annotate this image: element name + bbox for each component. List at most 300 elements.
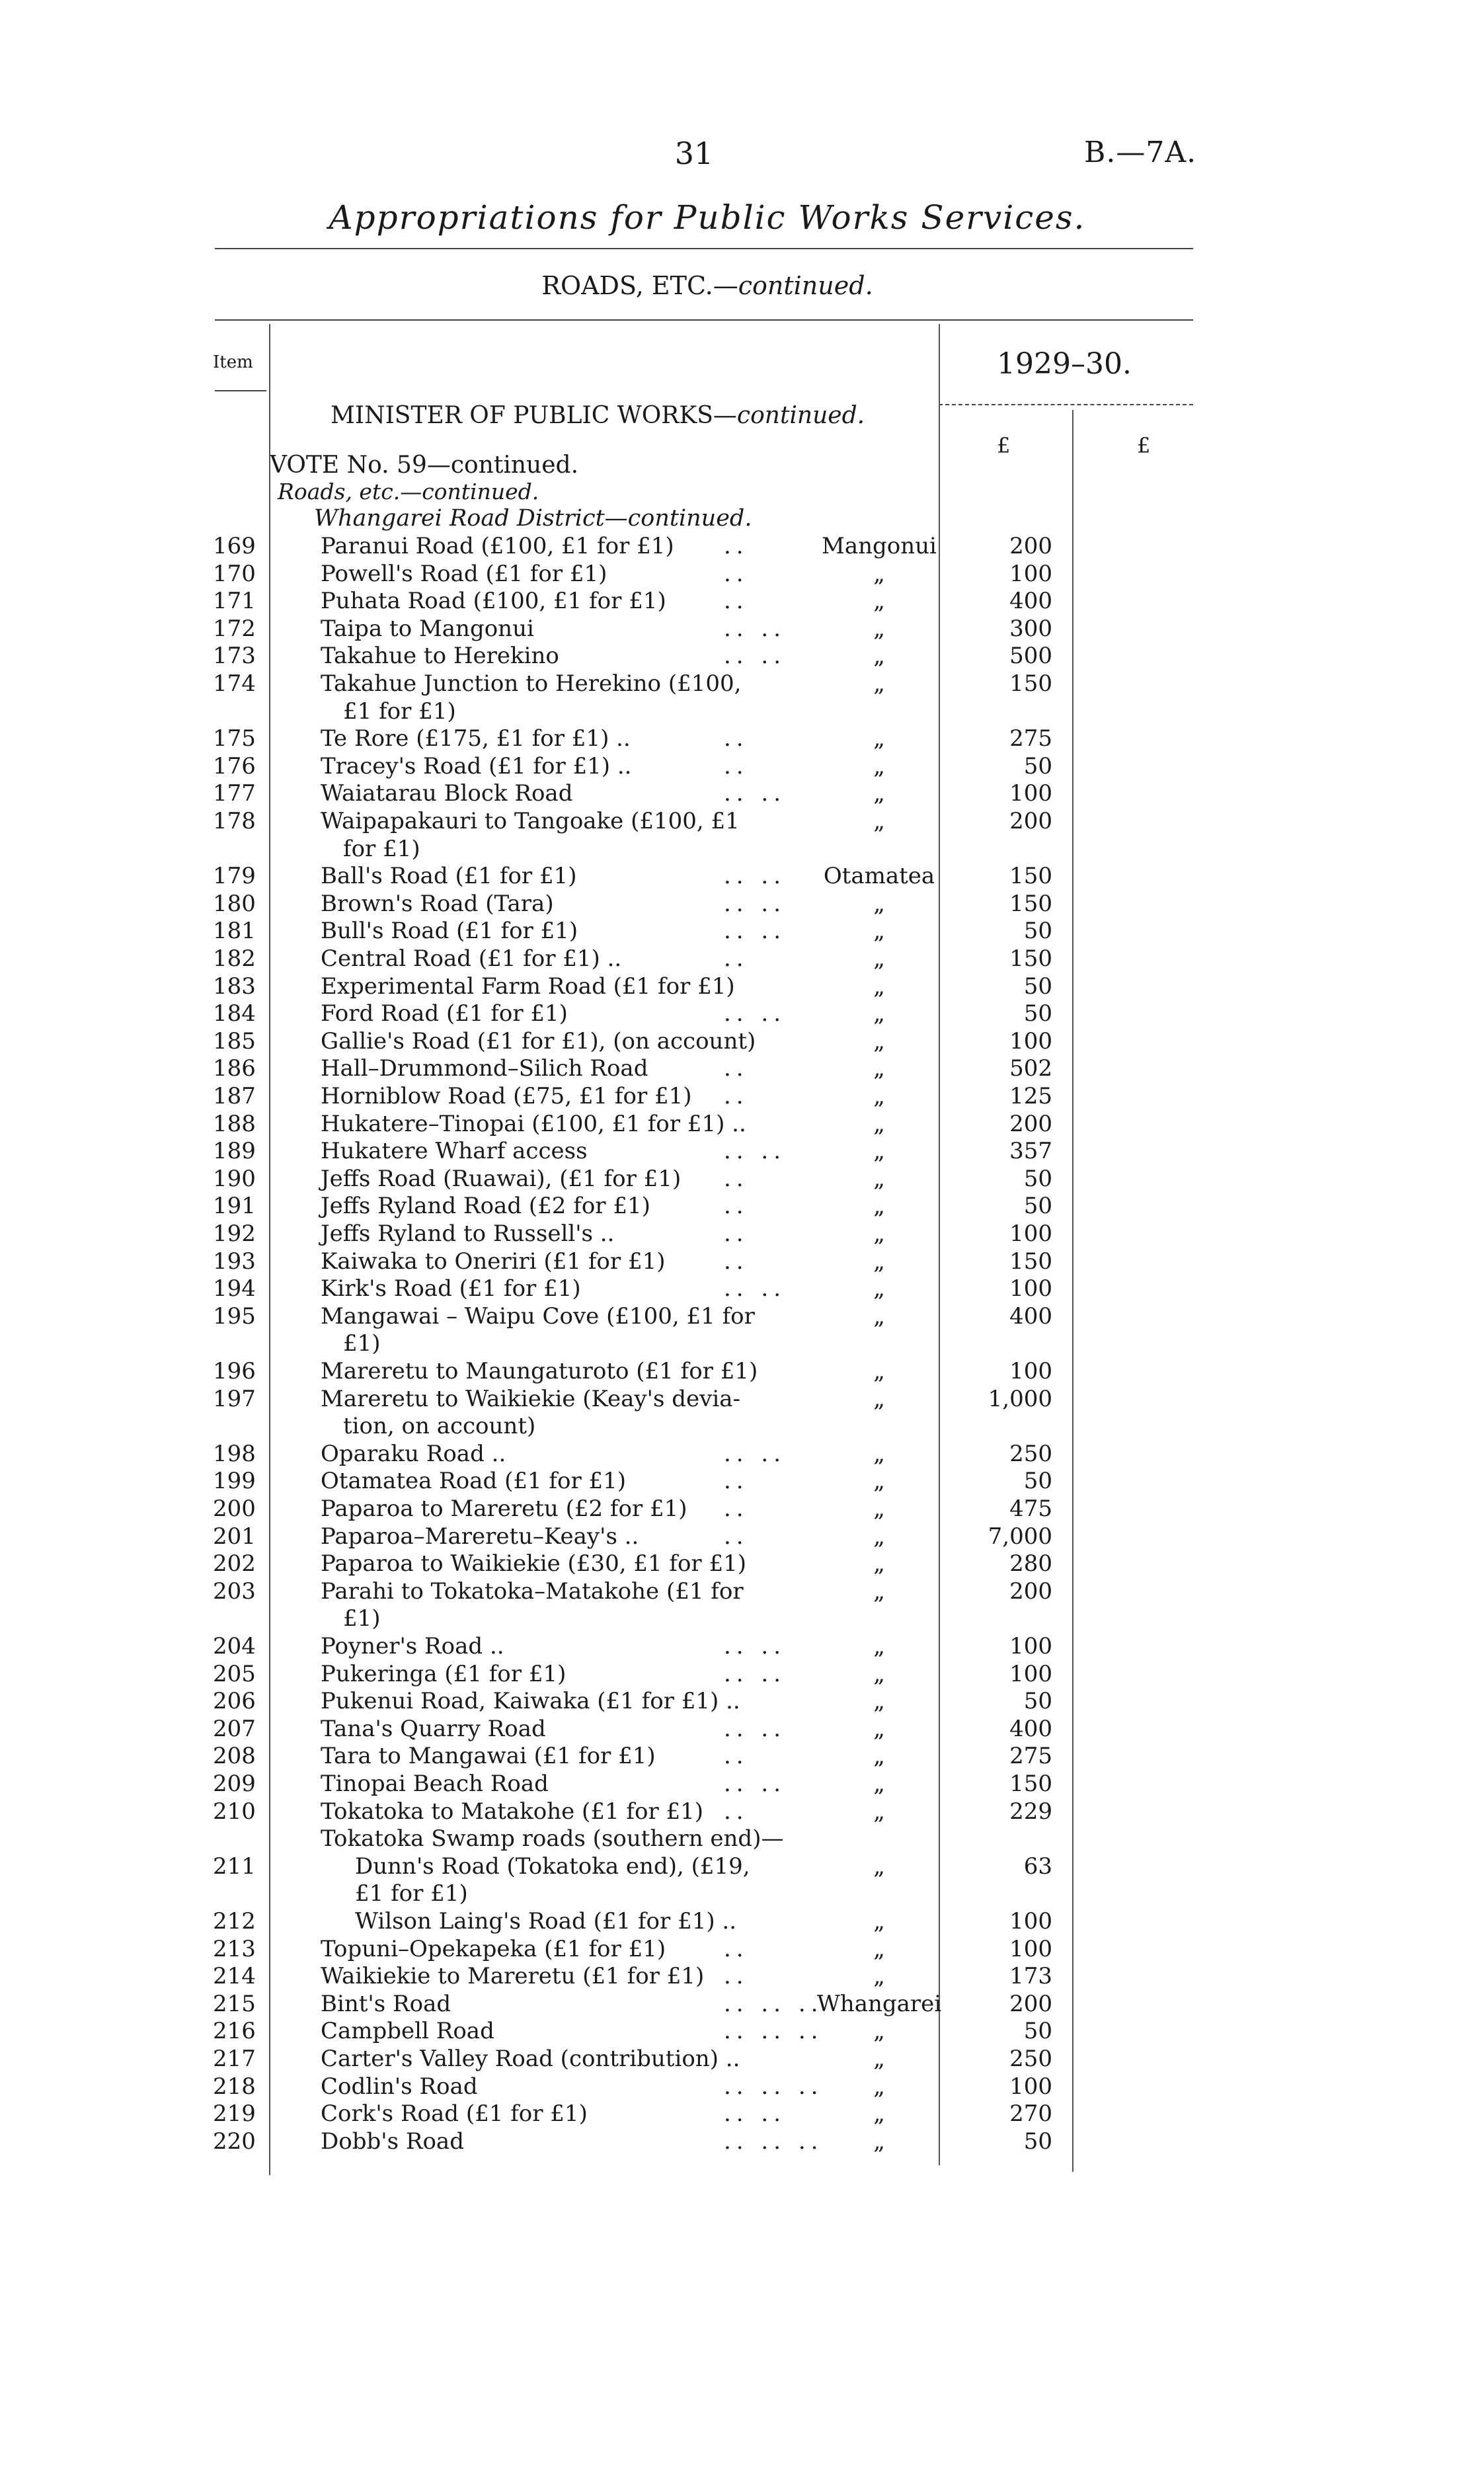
road-district: „ [873,2073,885,2100]
table-row [0,891,1484,918]
road-description: Brown's Road (Tara) [321,890,554,917]
amount-value: 200 [1009,1577,1052,1605]
road-description: Paranui Road (£100, £1 for £1) [321,533,674,559]
road-description: Experimental Farm Road (£1 for £1) [321,973,735,1000]
road-district: „ [873,615,885,642]
road-district: „ [873,973,885,1000]
road-description: tion, on account) [343,1413,536,1440]
amount-value: 50 [1023,918,1052,945]
amount-value: 150 [1009,670,1052,697]
table-row [0,973,1484,1000]
item-number: 218 [213,2073,256,2100]
road-district: „ [873,1027,885,1055]
item-number: 212 [213,1908,256,1935]
table-row [0,698,1484,725]
page-number: 31 [674,136,714,171]
table-row [0,1358,1484,1385]
road-description: £1 for £1) [343,698,456,725]
road-description: Tracey's Road (£1 for £1) .. [321,752,632,779]
road-district: „ [873,890,885,917]
table-row [0,2100,1484,2128]
road-description: Tokatoka to Matakohe (£1 for £1) [321,1798,704,1825]
road-district: „ [873,1385,885,1412]
amount-value: 500 [1009,643,1052,670]
road-district: „ [873,588,885,615]
amount-value: 50 [1023,973,1052,1000]
amount-value: 100 [1009,1908,1052,1935]
road-district: „ [873,725,885,752]
amount-value: 150 [1009,945,1052,972]
road-description: Paparoa–Mareretu–Keay's .. [321,1523,639,1550]
table-row [0,643,1484,670]
item-number: 210 [213,1798,256,1825]
table-row [0,1523,1484,1550]
amount-value: 50 [1023,2018,1052,2045]
leader-dots: .. .. .. [724,2128,824,2155]
road-description: Codlin's Road [321,2073,478,2100]
road-description: Jeffs Ryland to Russell's .. [321,1220,615,1247]
item-number: 192 [213,1220,256,1247]
table-row [0,945,1484,973]
leader-dots: .. [724,1935,749,1962]
item-number: 191 [213,1193,256,1220]
item-number: 174 [213,670,256,697]
item-number: 170 [213,560,256,587]
table-row [0,1716,1484,1743]
table-row [0,1991,1484,2018]
road-district: „ [873,1358,885,1384]
amount-value: 100 [1009,1220,1052,1247]
leader-dots: .. [724,533,749,559]
road-description: Hukatere Wharf access [321,1138,588,1165]
road-district: „ [873,780,885,807]
item-number: 194 [213,1275,256,1302]
leader-dots: .. [724,1523,749,1550]
road-district: „ [873,918,885,945]
amount-value: 229 [1009,1798,1052,1825]
table-row [0,616,1484,643]
leader-dots: .. [724,945,749,972]
road-description: Ford Road (£1 for £1) [321,1000,568,1027]
vote-heading: VOTE No. 59—continued. [270,452,579,479]
leader-dots: .. .. [724,780,787,807]
amount-value: 200 [1009,1110,1052,1137]
leader-dots: .. [724,1220,749,1247]
amount-value: 100 [1009,1027,1052,1055]
road-district: „ [873,1000,885,1027]
road-district: „ [873,1138,885,1165]
road-district: „ [873,1963,885,1990]
item-number: 173 [213,643,256,670]
table-row [0,1798,1484,1825]
road-description: Ball's Road (£1 for £1) [321,863,577,890]
item-number: 202 [213,1550,256,1577]
road-district: „ [873,1771,885,1797]
table-row [0,1771,1484,1798]
amount-value: 7,000 [988,1523,1052,1550]
table-row [0,1633,1484,1660]
leader-dots: .. [724,1963,749,1990]
amount-value: 150 [1009,890,1052,917]
amount-value: 150 [1009,1248,1052,1275]
amount-value: 125 [1009,1083,1052,1109]
road-description: Paparoa to Mareretu (£2 for £1) [321,1496,687,1522]
road-district: „ [873,945,885,972]
leader-dots: .. .. [724,890,787,917]
road-description: Te Rore (£175, £1 for £1) .. [321,725,631,752]
road-district: „ [873,1468,885,1495]
road-description: Campbell Road [321,2018,494,2045]
road-district: „ [873,1110,885,1137]
leader-dots: .. .. [724,615,787,642]
item-number: 196 [213,1358,256,1384]
amount-value: 50 [1023,1165,1052,1192]
item-number: 200 [213,1496,256,1522]
amount-value: 100 [1009,1935,1052,1962]
table-row [0,863,1484,890]
table-row [0,1000,1484,1027]
item-number: 180 [213,890,256,917]
road-description: Cork's Road (£1 for £1) [321,2100,588,2128]
road-description: Tinopai Beach Road [321,1771,549,1797]
table-row [0,780,1484,807]
road-description: Waipapakauri to Tangoake (£100, £1 [321,808,740,834]
road-description: Tana's Quarry Road [321,1715,546,1742]
table-row [0,808,1484,835]
table-row [0,1743,1484,1770]
leader-dots: .. [724,1743,749,1770]
table-row [0,670,1484,698]
road-description: Puhata Road (£100, £1 for £1) [321,588,666,615]
amount-value: 50 [1023,2128,1052,2155]
road-district: „ [873,1055,885,1082]
item-number: 209 [213,1771,256,1797]
amount-value: 475 [1009,1496,1052,1522]
table-row [0,1166,1484,1193]
leader-dots: .. .. [724,1440,787,1467]
road-district: „ [873,1853,885,1880]
leader-dots: .. .. [724,1275,787,1302]
table-row [0,1083,1484,1110]
amount-value: 173 [1009,1963,1052,1990]
table-row [0,1303,1484,1330]
amount-value: 100 [1009,1633,1052,1659]
item-number: 190 [213,1165,256,1192]
section-title: ROADS, ETC.—continued. [541,271,873,300]
road-district: „ [873,560,885,587]
item-number: 179 [213,863,256,890]
item-number: 199 [213,1468,256,1495]
road-description: Topuni–Opekapeka (£1 for £1) [321,1935,666,1962]
road-description: Horniblow Road (£75, £1 for £1) [321,1083,692,1109]
leader-dots: .. .. [724,1000,787,1027]
road-district: „ [873,670,885,697]
amount-value: 502 [1009,1055,1052,1082]
road-description: for £1) [343,835,420,862]
table-row [0,1661,1484,1688]
amount-value: 400 [1009,588,1052,615]
road-district: „ [873,1798,885,1825]
item-number: 184 [213,1000,256,1027]
road-description: Powell's Road (£1 for £1) [321,560,607,587]
road-district: „ [873,1275,885,1302]
currency-label-1: £ [997,433,1011,458]
title-rule [215,248,1193,249]
amount-value: 100 [1009,560,1052,587]
item-number: 214 [213,1963,256,1990]
district-heading: Whangarei Road District—continued. [314,505,752,532]
road-district: „ [873,1743,885,1770]
table-row [0,1220,1484,1248]
road-district: Whangarei [816,1990,942,2017]
table-row [0,2073,1484,2100]
table-row [0,533,1484,560]
road-district: „ [873,1577,885,1605]
table-row [0,836,1484,863]
table-row [0,1963,1484,1990]
item-number: 220 [213,2128,256,2155]
road-district: „ [873,1193,885,1220]
item-number: 177 [213,780,256,807]
road-district: Mangonui [822,533,937,559]
table-row [0,1275,1484,1302]
leader-dots: .. .. [724,863,787,890]
amount-value: 63 [1023,1853,1052,1880]
road-description: Dobb's Road [321,2128,464,2155]
road-district: „ [873,1220,885,1247]
amount-value: 357 [1009,1138,1052,1165]
amount-value: 400 [1009,1715,1052,1742]
road-district: „ [873,2046,885,2072]
item-number: 201 [213,1523,256,1550]
page-title: Appropriations for Public Works Services. [329,198,1086,237]
table-row [0,1853,1484,1880]
road-district: „ [873,1083,885,1109]
item-number: 186 [213,1055,256,1082]
leader-dots: .. [724,1496,749,1522]
leader-dots: .. .. [724,1633,787,1659]
road-description: £1 for £1) [355,1880,468,1907]
road-district: „ [873,808,885,834]
leader-dots: .. .. [724,1715,787,1742]
road-district: „ [873,1633,885,1659]
amount-value: 200 [1009,808,1052,834]
currency-label-2: £ [1137,433,1151,458]
road-description: Central Road (£1 for £1) .. [321,945,622,972]
road-description: Kaiwaka to Oneriri (£1 for £1) [321,1248,666,1275]
amount-value: 250 [1009,1440,1052,1467]
road-district: „ [873,1302,885,1330]
leader-dots: .. .. .. [724,1990,824,2017]
item-number: 183 [213,973,256,1000]
year-column-header: 1929–30. [997,347,1132,381]
road-description: Pukeringa (£1 for £1) [321,1660,566,1687]
table-row [0,1193,1484,1220]
leader-dots: .. [724,560,749,587]
table-row [0,753,1484,780]
road-description: Hall–Drummond–Silich Road [321,1055,648,1082]
road-district: „ [873,2128,885,2155]
leader-dots: .. [724,1055,749,1082]
amount-value: 150 [1009,863,1052,890]
item-number: 181 [213,918,256,945]
amount-value: 200 [1009,533,1052,559]
item-number: 189 [213,1138,256,1165]
leader-dots: .. [724,588,749,615]
item-number: 176 [213,752,256,779]
table-row [0,588,1484,615]
amount-value: 50 [1023,1000,1052,1027]
leader-dots: .. .. .. [724,2073,824,2100]
table-row [0,1908,1484,1935]
year-header-rule [939,404,1193,405]
amount-value: 250 [1009,2046,1052,2072]
item-number: 208 [213,1743,256,1770]
road-district: „ [873,1715,885,1742]
item-number: 217 [213,2046,256,2072]
item-number: 206 [213,1688,256,1715]
road-description: Dunn's Road (Tokatoka end), (£19, [355,1853,750,1880]
item-number: 169 [213,533,256,559]
amount-value: 100 [1009,780,1052,807]
road-district: „ [873,1688,885,1715]
road-district: „ [873,1550,885,1577]
item-number: 203 [213,1577,256,1605]
table-row [0,725,1484,752]
table-row [0,1330,1484,1357]
road-description: Wilson Laing's Road (£1 for £1) .. [355,1908,737,1935]
table-row [0,1825,1484,1853]
road-description: Carter's Valley Road (contribution) .. [321,2046,740,2072]
amount-value: 50 [1023,1688,1052,1715]
road-description: Jeffs Road (Ruawai), (£1 for £1) [321,1165,682,1192]
leader-dots: .. [724,752,749,779]
item-number: 195 [213,1302,256,1330]
amount-value: 50 [1023,752,1052,779]
table-row [0,1468,1484,1495]
road-description: Takahue Junction to Herekino (£100, [321,670,742,697]
road-description: Bint's Road [321,1990,451,2017]
item-number: 187 [213,1083,256,1109]
road-description: Poyner's Road .. [321,1633,504,1659]
road-district: „ [873,643,885,670]
road-district: „ [873,1523,885,1550]
leader-dots: .. [724,725,749,752]
leader-dots: .. .. .. [724,2018,824,2045]
item-number: 215 [213,1990,256,2017]
road-description: Pukenui Road, Kaiwaka (£1 for £1) .. [321,1688,740,1715]
item-number: 188 [213,1110,256,1137]
table-row [0,1578,1484,1605]
item-number: 207 [213,1715,256,1742]
table-row [0,1441,1484,1468]
amount-value: 1,000 [988,1385,1052,1412]
item-number: 198 [213,1440,256,1467]
road-description: Oparaku Road .. [321,1440,506,1467]
road-district: „ [873,2018,885,2045]
table-row [0,2046,1484,2073]
leader-dots: .. [724,1468,749,1495]
road-description: £1) [343,1605,381,1632]
table-row [0,1413,1484,1440]
item-number: 219 [213,2100,256,2128]
item-column-header: Item [213,352,253,372]
road-district: „ [873,1440,885,1467]
table-row [0,1248,1484,1275]
table-row [0,2128,1484,2155]
road-description: Mareretu to Maungaturoto (£1 for £1) [321,1358,758,1384]
road-district: „ [873,1248,885,1275]
amount-value: 200 [1009,1990,1052,2017]
table-row [0,1605,1484,1632]
road-description: Mangawai – Waipu Cove (£100, £1 for [321,1302,755,1330]
amount-value: 50 [1023,1468,1052,1495]
table-row [0,1138,1484,1165]
item-number: 171 [213,588,256,615]
amount-value: 150 [1009,1771,1052,1797]
road-district: „ [873,1935,885,1962]
item-header-rule [215,390,266,391]
road-district: „ [873,1496,885,1522]
amount-value: 280 [1009,1550,1052,1577]
item-number: 182 [213,945,256,972]
road-description: Otamatea Road (£1 for £1) [321,1468,627,1495]
item-number: 213 [213,1935,256,1962]
leader-dots: .. .. [724,2100,787,2128]
road-district: „ [873,752,885,779]
road-description: Takahue to Herekino [321,643,559,670]
road-district: „ [873,1660,885,1687]
document-reference: B.—7A. [1084,136,1197,169]
item-number: 175 [213,725,256,752]
leader-dots: .. [724,1083,749,1109]
leader-dots: .. [724,1193,749,1220]
road-description: Kirk's Road (£1 for £1) [321,1275,581,1302]
road-description: Parahi to Tokatoka–Matakohe (£1 for [321,1577,744,1605]
table-row [0,561,1484,588]
roads-heading: Roads, etc.—continued. [278,479,539,504]
leader-dots: .. .. [724,1660,787,1687]
table-row [0,1386,1484,1413]
road-description: Tokatoka Swamp roads (southern end)— [321,1825,784,1853]
table-row [0,918,1484,945]
item-number: 197 [213,1385,256,1412]
table-top-rule [215,319,1193,321]
road-description: Waiatarau Block Road [321,780,573,807]
leader-dots: .. [724,1798,749,1825]
leader-dots: .. .. [724,918,787,945]
amount-value: 270 [1009,2100,1052,2128]
minister-heading: MINISTER OF PUBLIC WORKS—continued. [331,402,865,429]
amount-value: 100 [1009,1275,1052,1302]
item-number: 204 [213,1633,256,1659]
road-description: Bull's Road (£1 for £1) [321,918,578,945]
leader-dots: .. .. [724,1138,787,1165]
road-description: £1) [343,1330,381,1357]
amount-value: 100 [1009,2073,1052,2100]
item-number: 211 [213,1853,256,1880]
item-number: 178 [213,808,256,834]
table-row [0,1550,1484,1577]
table-row [0,1028,1484,1055]
road-district: „ [873,1165,885,1192]
table-row [0,1055,1484,1082]
road-district: „ [873,1908,885,1935]
table-row [0,1111,1484,1138]
item-number: 205 [213,1660,256,1687]
road-description: Taipa to Mangonui [321,615,534,642]
item-number: 193 [213,1248,256,1275]
